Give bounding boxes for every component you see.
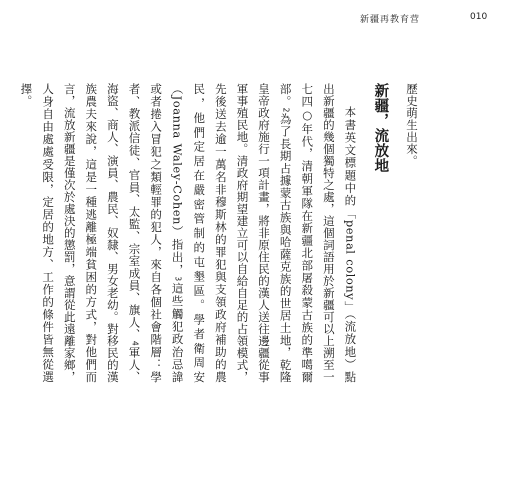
footnote-marker: 4 [130, 340, 140, 347]
paragraph-text: 軍人、海盜、商人、演員、農民、奴隸、男女老幼。對移民的漢族農夫來說，這是一種逃離極端貧困的方式，對他們而言，流放新疆是僅次於處決的懲罰，意謂從此遠離家鄉，人身自由處處受限，定居的地方、工作的條件皆無從選擇。 [19, 83, 142, 384]
footnote-marker: 3 [173, 276, 183, 282]
section-heading: 新疆，流放地 [372, 83, 389, 173]
paragraph-text: 這些觸犯政治忌諱或者捲入冒犯之類輕罪的犯人，來自各個社會階層：學者、教派信徒、官員、太監、宗室成員、旗人、 [127, 83, 185, 384]
paragraph-text: 為了長期占據蒙古族與哈薩克族的世居土地，乾隆皇帝政府施行一項計畫，將非原住民的漢人送往邊疆從事軍事殖民地。清政府期望建立可以自給自足的占領模式，先後送去逾一萬名非穆斯林的罪犯與支領政府補助的農民，他們定居在嚴密管制的屯墾區。學者衛周安（Joanna Waley-Cohen）指出， [170, 83, 293, 384]
paragraph-text: 本書英文標題中的「penal colony」（流放地）點出新疆的幾個獨特之處，這個詞語用於新疆可以上溯至一七四○年代，清朝軍隊在新疆北部屠殺蒙古族的準噶爾部。 [278, 83, 358, 383]
paragraph-main [15, 83, 361, 383]
paragraph-intro: 歷史萌生出來。 [405, 83, 419, 167]
footnote-marker: 2 [281, 107, 291, 113]
running-head: 新疆再教育营 [360, 15, 421, 25]
page-number: 010 [470, 12, 488, 22]
body-text [19, 83, 422, 384]
